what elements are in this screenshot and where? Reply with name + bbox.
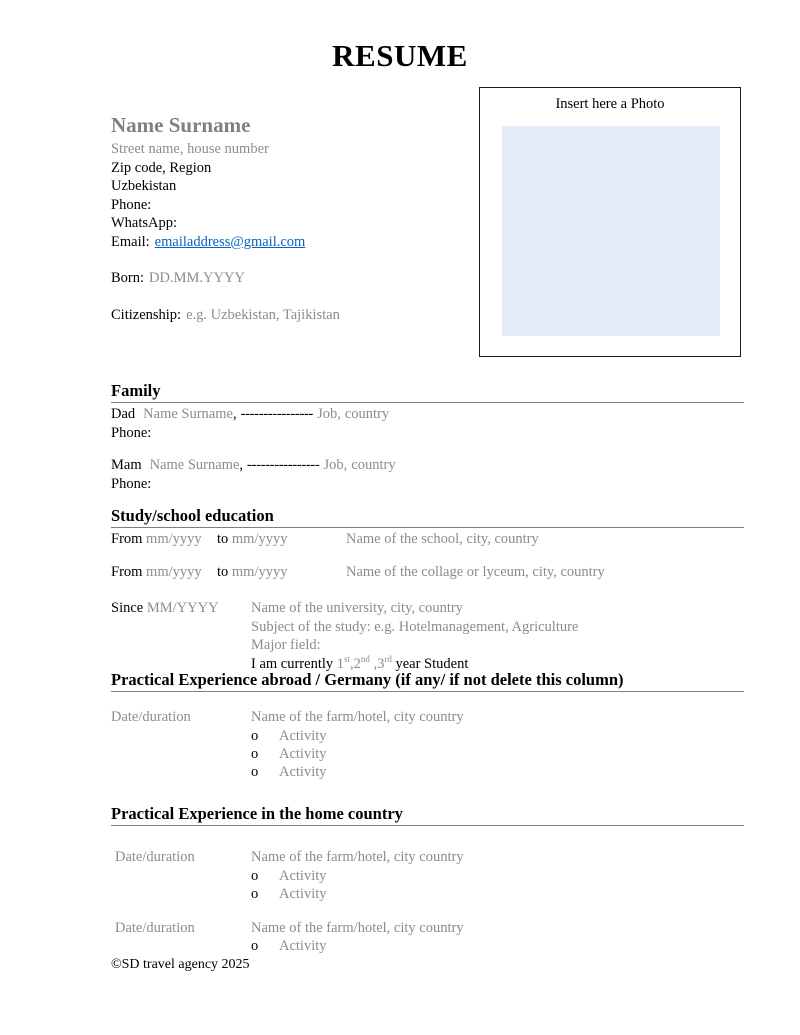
- activity-text: Activity: [279, 938, 327, 954]
- footer-copyright: ©SD travel agency 2025: [111, 957, 250, 972]
- bullet-icon: o: [251, 763, 259, 780]
- experience-abroad-body: [111, 692, 744, 781]
- experience-home-body: [111, 826, 744, 955]
- education-to-0: [217, 530, 288, 549]
- experience-detail: [251, 848, 744, 903]
- education-row: [111, 563, 744, 582]
- dad-name: Name Surname: [143, 406, 233, 422]
- university-name: Name of the university, city, country: [251, 600, 463, 616]
- identity-block: [111, 112, 461, 324]
- section-education: [111, 506, 744, 673]
- from-value: mm/yyyy: [146, 563, 202, 580]
- list-item: [251, 727, 744, 745]
- education-desc-1: Name of the collage or lyceum, city, country: [346, 563, 605, 580]
- experience-place: Name of the farm/hotel, city country: [251, 919, 464, 936]
- mam-phone-label: Phone:: [111, 475, 152, 492]
- bullet-icon: o: [251, 745, 259, 762]
- since-value: MM/YYYY: [146, 600, 219, 616]
- family-body: [111, 403, 744, 493]
- education-from-1: [111, 563, 202, 582]
- mam-comma: ,: [239, 457, 244, 473]
- mam-dashes: ----------------: [247, 457, 320, 473]
- list-item: [251, 885, 744, 903]
- experience-date: Date/duration: [111, 709, 191, 725]
- photo-placeholder[interactable]: [502, 126, 720, 336]
- dad-dashes: ----------------: [240, 406, 314, 422]
- to-label: to: [217, 563, 229, 580]
- citizenship-value: e.g. Uzbekistan, Tajikistan: [186, 306, 340, 323]
- from-value: mm/yyyy: [146, 531, 202, 547]
- education-to-1: [217, 563, 288, 582]
- mam-job: Job: [323, 457, 344, 473]
- email-label: Email:: [111, 233, 150, 250]
- to-value: mm/yyyy: [231, 563, 288, 580]
- family-mam-row: [111, 456, 744, 475]
- phone-label: Phone:: [111, 196, 152, 213]
- activity-text: Activity: [279, 885, 327, 902]
- born-row: [111, 269, 461, 288]
- experience-entry: [111, 848, 744, 903]
- experience-detail: [251, 708, 744, 781]
- ordinal-2-num: 2: [353, 655, 361, 672]
- activity-text: Activity: [279, 727, 327, 744]
- citizenship-row: [111, 306, 461, 325]
- ordinal-3-sup: rd: [384, 653, 392, 664]
- street-address: Street name, house number: [111, 141, 269, 158]
- education-body: [111, 528, 744, 673]
- from-label: From: [111, 531, 143, 547]
- to-value: mm/yyyy: [231, 531, 288, 547]
- dad-phone-label: Phone:: [111, 424, 152, 441]
- current-prefix: I am currently: [251, 655, 334, 672]
- current-suffix: year Student: [395, 655, 469, 672]
- mam-name: Name Surname: [149, 457, 240, 473]
- experience-place: Name of the farm/hotel, city country: [251, 709, 464, 725]
- whatsapp-label: WhatsApp:: [111, 215, 178, 232]
- country: Uzbekistan: [111, 178, 177, 195]
- experience-abroad-heading: Practical Experience abroad / Germany (if any/ if not delete this column): [111, 670, 744, 692]
- education-row: [111, 530, 744, 549]
- photo-box[interactable]: [479, 87, 741, 357]
- from-label: From: [111, 563, 143, 580]
- page-title: RESUME: [332, 38, 468, 73]
- education-heading: Study/school education: [111, 506, 744, 528]
- born-label: Born:: [111, 270, 145, 287]
- university-since: [111, 599, 219, 618]
- dad-comma: ,: [232, 406, 237, 422]
- activity-text: Activity: [279, 763, 327, 780]
- university-major-label: Major field:: [251, 637, 321, 653]
- bullet-icon: o: [251, 885, 259, 902]
- mam-role: Mam: [111, 457, 142, 473]
- dad-role: Dad: [111, 406, 136, 422]
- bullet-icon: o: [251, 867, 259, 884]
- dad-country: country: [344, 406, 390, 422]
- dad-job-comma: ,: [337, 406, 341, 422]
- experience-entry: [111, 919, 744, 956]
- ordinal-2-sup: nd: [360, 653, 370, 664]
- email-row: [111, 233, 461, 252]
- education-desc-0: Name of the school, city, country: [346, 531, 539, 547]
- ordinal-1-sup: st: [344, 653, 351, 664]
- bullet-icon: o: [251, 938, 259, 954]
- list-item: [251, 763, 744, 781]
- bullet-icon: o: [251, 727, 259, 744]
- experience-date: Date/duration: [115, 919, 195, 936]
- section-experience-home: [111, 804, 744, 955]
- ordinal-3-num: 3: [377, 655, 385, 672]
- ordinal-sep-2: ,: [369, 655, 378, 672]
- university-subject: Subject of the study: e.g. Hotelmanagement, Agriculture: [251, 618, 579, 635]
- activity-text: Activity: [279, 745, 327, 762]
- list-item: [251, 867, 744, 885]
- university-details: [251, 599, 744, 673]
- born-value: DD.MM.YYYY: [149, 270, 245, 287]
- activity-text: Activity: [279, 867, 327, 884]
- experience-detail: [251, 919, 744, 956]
- experience-entry: [111, 708, 744, 781]
- section-experience-abroad: [111, 670, 744, 781]
- family-heading: Family: [111, 381, 744, 403]
- experience-date: Date/duration: [115, 849, 195, 865]
- family-dad-row: [111, 405, 744, 424]
- education-from-0: [111, 530, 202, 549]
- email-link[interactable]: emailaddress@gmail.com: [154, 233, 306, 250]
- ordinal-sep-1: ,: [350, 655, 354, 672]
- list-item: [251, 937, 744, 955]
- person-name: Name Surname: [111, 113, 251, 137]
- list-item: [251, 745, 744, 763]
- citizenship-label: Citizenship:: [111, 306, 182, 323]
- since-label: Since: [111, 600, 144, 616]
- to-label: to: [217, 531, 229, 547]
- dad-job: Job: [317, 406, 338, 422]
- experience-home-heading: Practical Experience in the home country: [111, 804, 744, 826]
- zip-region: Zip code, Region: [111, 159, 212, 176]
- experience-place: Name of the farm/hotel, city country: [251, 849, 464, 865]
- section-family: [111, 381, 744, 493]
- university-block: [111, 599, 744, 673]
- ordinal-1-num: 1: [336, 655, 345, 672]
- mam-job-comma: ,: [343, 457, 348, 473]
- mam-country: country: [351, 457, 396, 473]
- photo-caption: Insert here a Photo: [555, 96, 665, 112]
